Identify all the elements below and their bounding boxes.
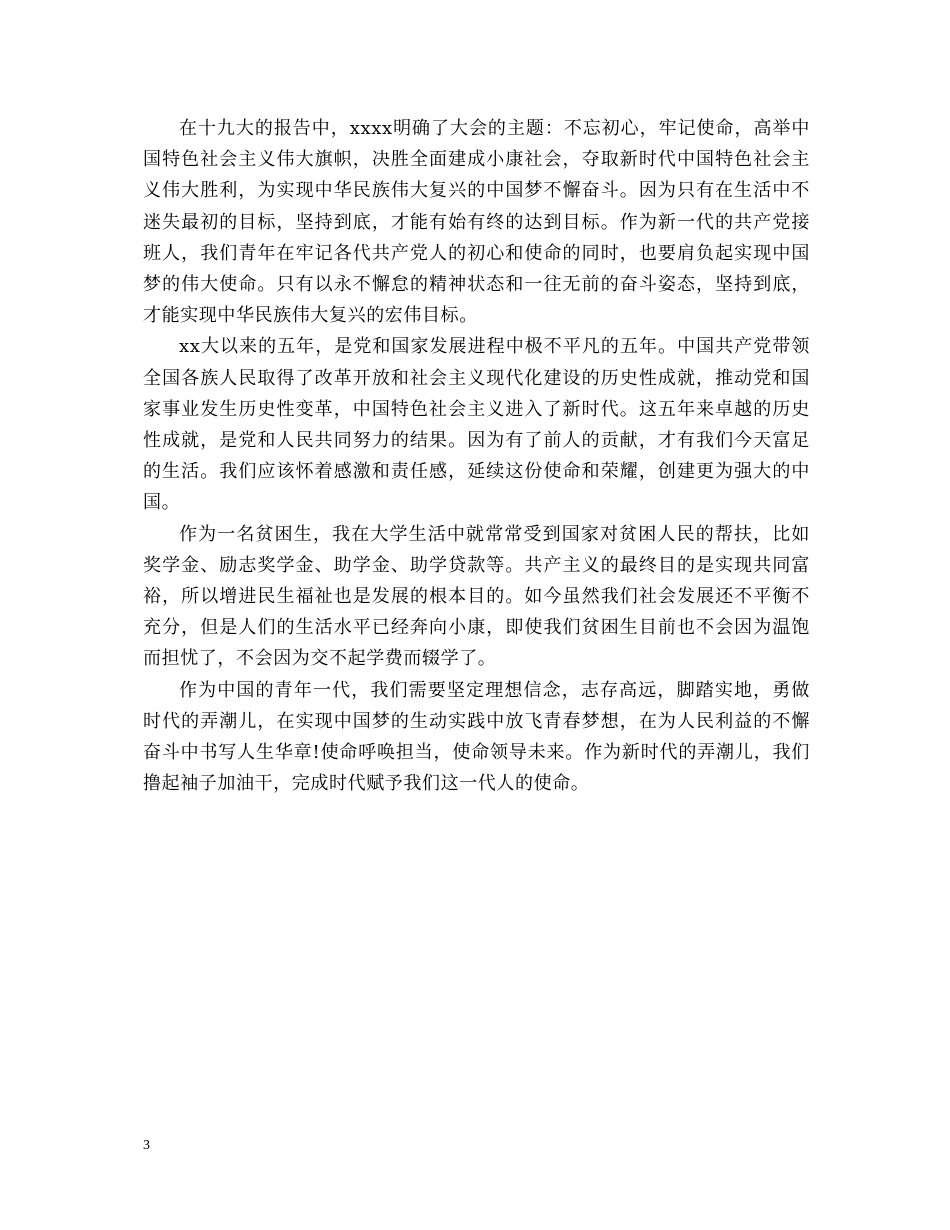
paragraph-1: 在十九大的报告中，xxxx明确了大会的主题：不忘初心，牢记使命，高举中国特色社会主义伟大旗帜，决胜全面建成小康社会，夺取新时代中国特色社会主义伟大胜利，为实现中华民族伟大复兴的中国梦不懈奋斗。因为只有在生活中不迷失最初的目标，坚持到底，才能有始有终的达到目标。作为新一代的共产党接班人，我们青年在牢记各代共产党人的初心和使命的同时，也要肩负起实现中国梦的伟大使命。只有以永不懈怠的精神状态和一往无前的奋斗姿态，坚持到底，才能实现中华民族伟大复兴的宏伟目标。 bbox=[143, 118, 810, 327]
paragraph-2: xx大以来的五年，是党和国家发展进程中极不平凡的五年。中国共产党带领全国各族人民取得了改革开放和社会主义现代化建设的历史性成就，推动党和国家事业发生历史性变革，中国特色社会主义进入了新时代。这五年来卓越的历史性成就，是党和人民共同努力的结果。因为有了前人的贡献，才有我们今天富足的生活。我们应该怀着感激和责任感，延续这份使命和荣耀，创建更为强大的中国。 bbox=[143, 336, 810, 514]
document-body bbox=[143, 113, 810, 799]
paragraph-3: 作为一名贫困生，我在大学生活中就常常受到国家对贫困人民的帮扶，比如奖学金、励志奖学金、助学金、助学贷款等。共产主义的最终目的是实现共同富裕，所以增进民生福祉也是发展的根本目的。如今虽然我们社会发展还不平衡不充分，但是人们的生活水平已经奔向小康，即使我们贫困生目前也不会因为温饱而担忧了，不会因为交不起学费而辍学了。 bbox=[143, 523, 810, 670]
paragraph-4: 作为中国的青年一代，我们需要坚定理想信念，志存高远，脚踏实地，勇做时代的弄潮儿，在实现中国梦的生动实践中放飞青春梦想，在为人民利益的不懈奋斗中书写人生华章!使命呼唤担当，使命领导未来。作为新时代的弄潮儿，我们撸起袖子加油干，完成时代赋予我们这一代人的使命。 bbox=[143, 679, 810, 795]
page-number: 3 bbox=[143, 1138, 150, 1153]
